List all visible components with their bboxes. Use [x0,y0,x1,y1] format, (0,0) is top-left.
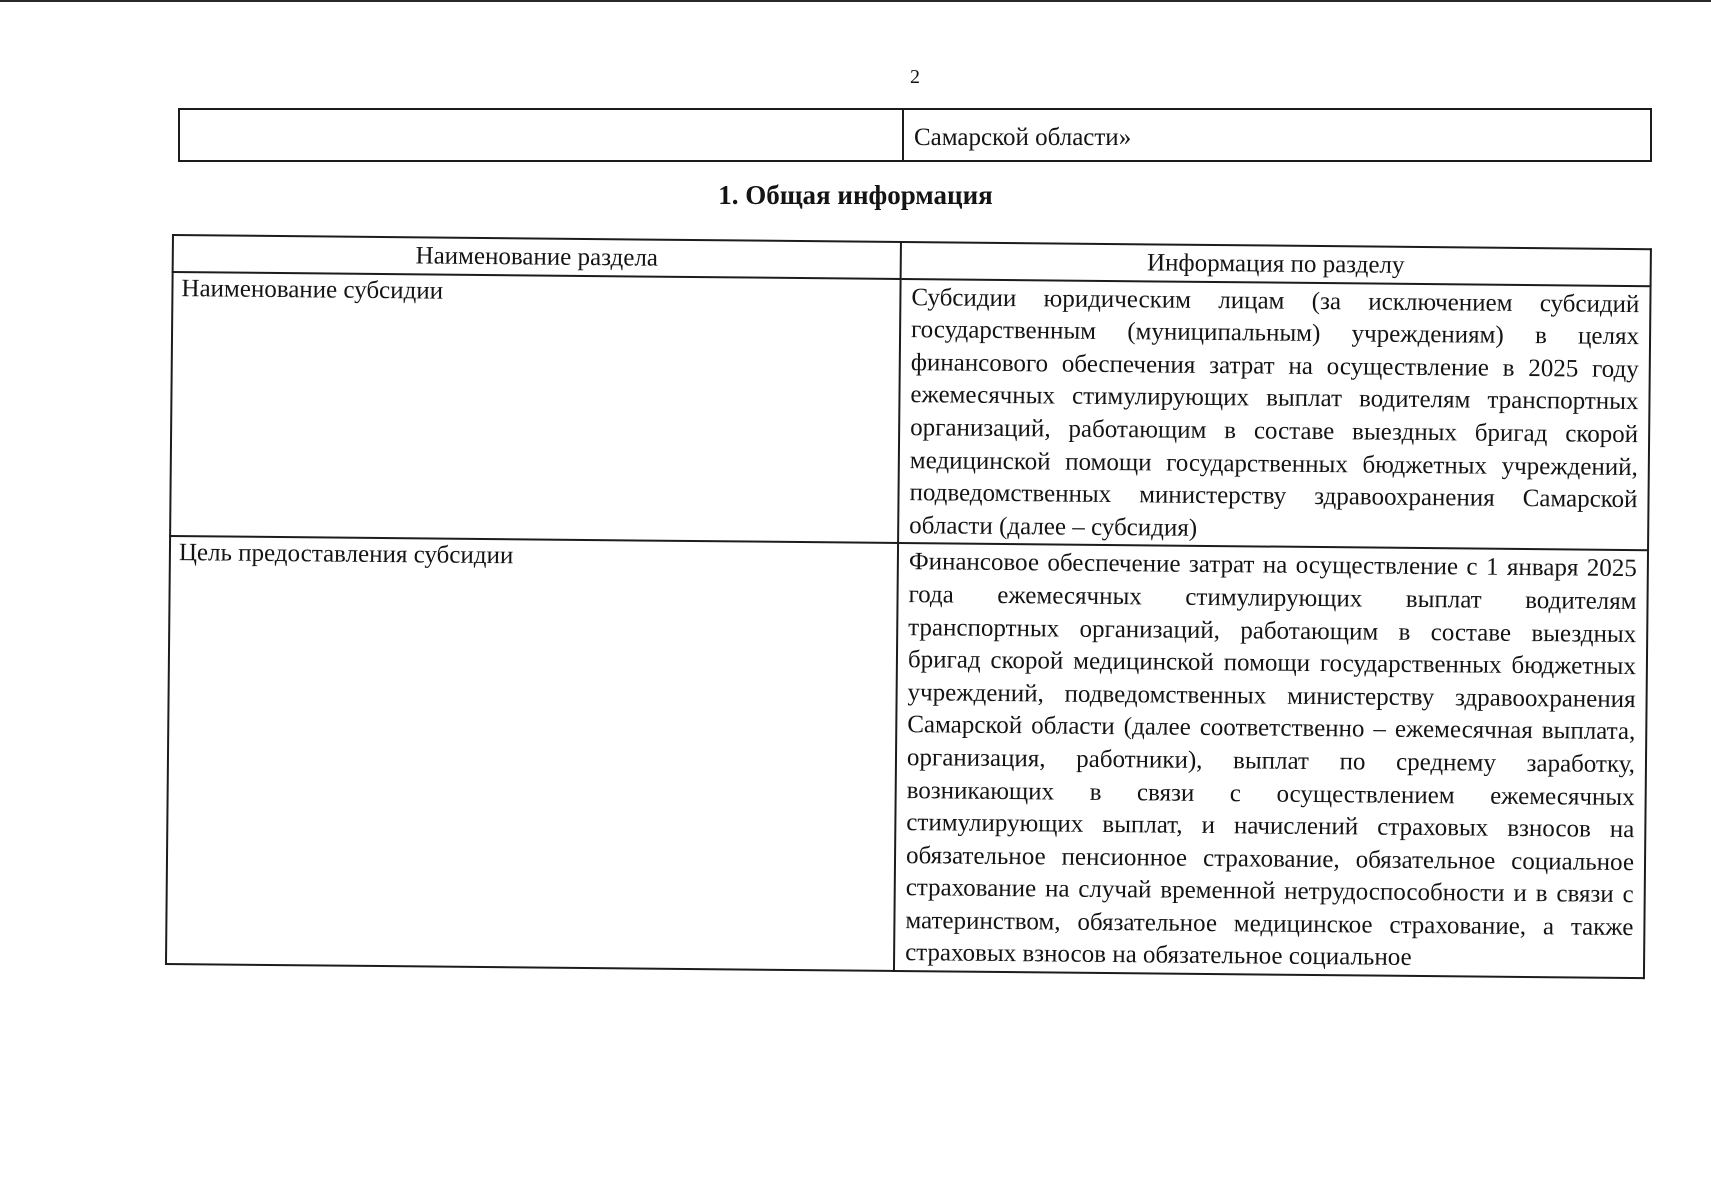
header-section-name: Наименование раздела [173,235,901,279]
continuation-cell-text: Самарской области» [914,124,1132,151]
row-label-subsidy-name: Наименование субсидии [170,272,901,544]
section-heading: 1. Общая информация [718,180,993,210]
row-value-subsidy-purpose: Финансовое обеспечение затрат на осуществление с 1 января 2025 года ежемесячных стимулирующих выплат водителям транспортных организаций, работающим в составе выездных бригад скорой медицинской помощи государственных бюджетных учреждений, подведомственных министерству здравоохранения Самарской области (далее соответственно – ежемесячная выплата, организация, работники), выплат по среднему заработку, возникающих в связи с осуществлением ежемесячных стимулирующих выплат, и начислений страховых взносов на обязательное пенсионное страхование, обязательное социальное страхование на случай временной нетрудоспособности и в связи с материнством, обязательное медицинское страхование, а также страховых взносов на обязательное социальное [894,543,1648,978]
header-section-info: Информация по разделу [901,242,1651,286]
row-label-subsidy-purpose: Цель предоставления субсидии [166,536,898,971]
continuation-column-divider [902,110,904,160]
general-info-table [165,234,1652,979]
table-row-subsidy-name [170,272,1650,551]
page-number: 2 [910,66,920,88]
continuation-table [178,108,1652,162]
table-row-subsidy-purpose [166,536,1648,978]
top-edge-rule [0,0,1711,2]
row-value-subsidy-name: Субсидии юридическим лицам (за исключением субсидий государственным (муниципальным) учреждениям) в целях финансового обеспечения затрат на осуществление в 2025 году ежемесячных стимулирующих выплат водителям транспортных организаций, работающим в составе выездных бригад скорой медицинской помощи государственных бюджетных учреждений, подведомственных министерству здравоохранения Самарской области (далее – субсидия) [898,279,1651,551]
